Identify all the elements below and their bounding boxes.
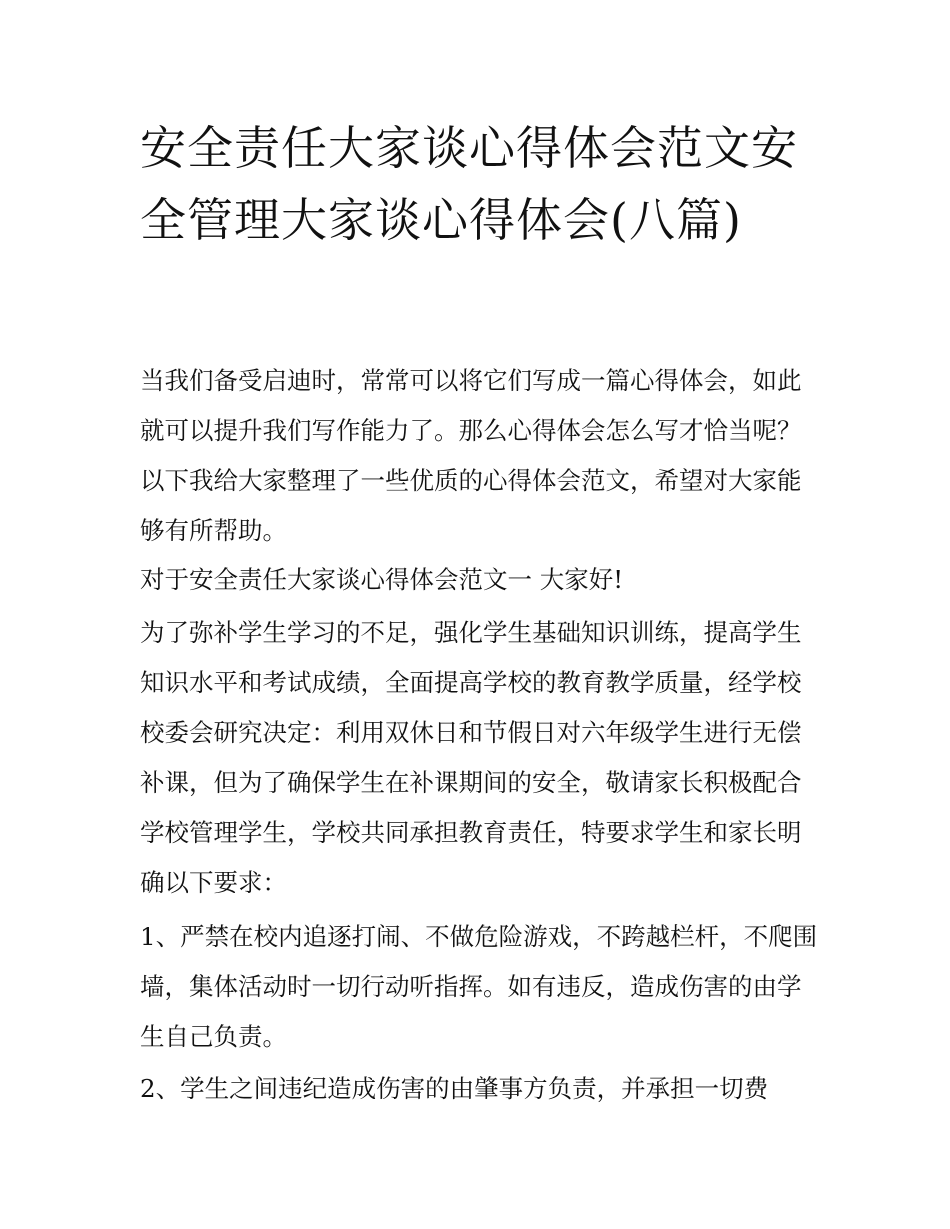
rule-1-paragraph: 1、严禁在校内追逐打闹、不做危险游戏，不跨越栏杆，不爬围墙，集体活动时一切行动听指挥。如有违反，造成伤害的由学生自己负责。 [140,922,818,1051]
document-title: 安全责任大家谈心得体会范文安全管理大家谈心得体会(八篇) [140,121,798,247]
notice-paragraph: 为了弥补学生学习的不足，强化学生基础知识训练，提高学生知识水平和考试成绩，全面提高学校的教育教学质量，经学校校委会研究决定：利用双休日和节假日对六年级学生进行无偿补课，但为了确保学生在补课期间的安全，敬请家长积极配合学校管理学生，学校共同承担教育责任，特要求学生和家长明确以下要求： [140,618,802,897]
greeting-paragraph: 对于安全责任大家谈心得体会范文一 大家好! [140,565,624,594]
intro-paragraph: 当我们备受启迪时，常常可以将它们写成一篇心得体会，如此就可以提升我们写作能力了。那么心得体会怎么写才恰当呢？以下我给大家整理了一些优质的心得体会范文，希望对大家能够有所帮助。 [140,366,802,545]
rule-2-paragraph: 2、学生之间违纪造成伤害的由肇事方负责，并承担一切费 [140,1074,769,1103]
